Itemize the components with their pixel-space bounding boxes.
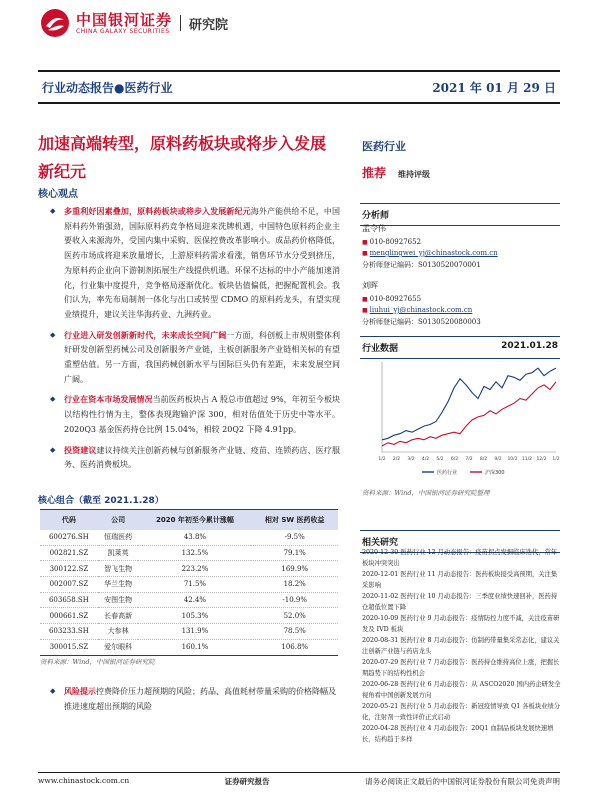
- market-chart: [360, 356, 560, 480]
- analyst-email-link[interactable]: liuhui_yj@chinastock.com.cn: [369, 306, 473, 314]
- table-cell: -10.9%: [251, 592, 338, 608]
- footer-disclaimer: 请务必阅读正文最后的中国银河证券股份有限公司免责声明: [364, 777, 560, 786]
- risk-lead: 风险提示: [64, 686, 96, 696]
- core-point-lead: 行业在资本市场发展情况: [64, 394, 153, 405]
- x-tick-label: 6/2: [450, 457, 459, 462]
- table-cell: 78.5%: [251, 624, 338, 640]
- table-cell: 300015.SZ: [40, 639, 98, 655]
- x-tick-label: 4/2: [421, 457, 430, 462]
- table-cell: 智飞生物: [98, 561, 139, 577]
- core-point-text: 海外产能供给不足，中国原料药外销强劲，国际原料药竞争格局迎来洗牌机遇，中国特色原料药企业主要收入来源海外，受国内集中采购、医保控费改革影响小。成品药价格降低，医药市场成将迎来放量增长，上游原料药需求看涨，销售环节水分受到挤压，为原料药企业向下游制剂拓展生产线提供机遇。环保不达标的中小产能加速消化，行业集中度提升，竞争格局逐渐优化。板块估值偏低，把握配置机会。我们认为，率先布局制剂一体化与出口或转型 CDMO 的原料药龙头，有望实现业绩提升，建议关注华海药业、九洲药业。: [64, 207, 341, 319]
- analyst-email-row: [362, 248, 562, 260]
- table-cell: 71.5%: [138, 577, 251, 593]
- footer-type: 证券研究报告: [224, 777, 270, 786]
- analyst-email-link[interactable]: menglingwei_yj@chinastock.com.cn: [369, 249, 498, 257]
- table-row: [40, 561, 338, 577]
- table-cell: 002821.SZ: [40, 545, 98, 561]
- report-title: 加速高端转型，原料药板块或将步入发展新纪元: [38, 134, 327, 181]
- portfolio-heading: 核心组合（截至 2021.1.28）: [38, 496, 164, 506]
- x-tick-label: 11/2: [521, 457, 533, 462]
- core-point: [38, 443, 340, 473]
- table-cell: 42.4%: [138, 592, 251, 608]
- analyst-name: 孟令伟: [362, 224, 386, 233]
- table-cell: 002007.SZ: [40, 577, 98, 593]
- column-header: 代码: [40, 510, 98, 530]
- related-item[interactable]: 2020-06-28 医药行业 6 月动态报告：从 ASCO2020 国内药企研发全视角看中国创新发展方向: [362, 681, 561, 699]
- market-date: 2021.01.28: [501, 341, 558, 351]
- sector-label: 医药行业: [362, 140, 406, 153]
- report-date: 2021 年 01 月 29 日: [432, 80, 556, 95]
- core-point-lead: 多重利好因素叠加，原料药板块或将步入发展新纪元: [64, 206, 251, 216]
- logo-divider: [180, 15, 181, 31]
- table-cell: 恒瑞医药: [98, 530, 139, 546]
- table-cell: 18.2%: [251, 577, 338, 593]
- table-cell: 凯莱英: [98, 545, 139, 561]
- x-tick-label: 8/2: [479, 457, 488, 462]
- table-cell: -9.5%: [251, 530, 338, 546]
- table-cell: 132.5%: [138, 545, 251, 561]
- series-line-1: [382, 382, 556, 446]
- related-item[interactable]: 2020-11-02 医药行业 10 月动态报告：三季度业绩快速回补，医药持仓超低位置下降: [362, 593, 558, 611]
- table-cell: 长春高新: [98, 608, 139, 624]
- table-cell: 105.3%: [138, 608, 251, 624]
- table-row: [40, 592, 338, 608]
- analyst-card: [362, 281, 562, 327]
- core-heading: 核心观点: [38, 189, 78, 200]
- related-item[interactable]: 2020-12-01 医药行业 11 月动态报告：医药板块接受高预期，关注集采影响: [362, 571, 558, 589]
- table-cell: 603658.SH: [40, 592, 98, 608]
- report-bar: [38, 70, 560, 104]
- portfolio-source: 资料来源：Wind，中国银河证券研究院: [40, 658, 155, 666]
- rating-value: 推荐: [362, 166, 387, 180]
- analyst-phone: 010-80927655: [369, 294, 422, 303]
- related-item[interactable]: 2020-07-29 医药行业 7 月动态报告：医药持仓维持高位上涨，把握长期趋势下的结构性机会: [362, 659, 560, 677]
- report-type: 行业动态报告●医药行业: [42, 80, 173, 95]
- analyst-phone-row: [362, 237, 562, 249]
- table-cell: 大参林: [98, 624, 139, 640]
- analyst-phone: 010-80927652: [369, 237, 422, 246]
- table-cell: 华兰生物: [98, 577, 139, 593]
- table-cell: 300122.SZ: [40, 561, 98, 577]
- table-row: [40, 530, 338, 546]
- table-cell: 160.1%: [138, 639, 251, 655]
- core-point-lead: 行业进入研发创新新时代，未来成长空间广阔: [64, 329, 227, 340]
- analyst-name: 刘晖: [362, 281, 378, 290]
- related-item[interactable]: 2020-05-21 医药行业 5 月动态报告：新冠疫情导致 Q1 各板块业绩分化，注射剂一致性评价正式启动: [362, 703, 561, 721]
- mail-icon: ■: [362, 250, 368, 257]
- table-cell: 131.9%: [138, 624, 251, 640]
- legend-label: 医药行业: [437, 470, 458, 476]
- core-point-text: 一方面，科创板上市规则整体利好研发创新型药械公司及创新服务产业链，主板创新服务产业链相关标的有望重塑估值。另一方面，我国药械创新水平与国际巨头仍有差距，未来发展空间广阔。: [64, 330, 340, 384]
- related-list: [362, 548, 562, 746]
- column-header: 2020 年初至今累计涨幅: [138, 510, 251, 530]
- core-point: [38, 392, 340, 437]
- risk-note: [38, 684, 340, 714]
- market-title: 行业数据: [362, 344, 399, 354]
- x-tick-label: 2/2: [392, 457, 401, 462]
- x-tick-label: 7/2: [465, 457, 473, 462]
- table-header-row: [40, 510, 338, 530]
- series-line-0: [382, 368, 556, 440]
- table-cell: 43.8%: [138, 530, 251, 546]
- related-item[interactable]: 2020-08-31 医药行业 8 月动态报告：仿制药带量集采常态化，建议关注创新产业链与药店龙头: [362, 637, 560, 655]
- table-row: [40, 577, 338, 593]
- table-cell: 600276.SH: [40, 530, 98, 546]
- portfolio-table: [40, 509, 338, 656]
- analyst-card: [362, 224, 562, 270]
- legend-label: 沪深300: [485, 470, 505, 476]
- table-cell: 79.1%: [251, 545, 338, 561]
- table-row: [40, 639, 338, 655]
- x-tick-label: 9/2: [494, 457, 502, 462]
- mail-icon: ■: [362, 307, 368, 314]
- core-point: [38, 204, 340, 323]
- phone-icon: ■: [362, 295, 368, 303]
- table-cell: 603233.SH: [40, 624, 98, 640]
- core-point-lead: 投资建议: [64, 444, 97, 455]
- core-point: [38, 328, 340, 388]
- table-cell: 52.0%: [251, 608, 338, 624]
- x-tick-label: 10/2: [507, 457, 518, 462]
- column-header: 公司: [98, 510, 139, 530]
- related-item[interactable]: 2020-04-28 医药行业 4 月动态报告：20Q1 血制品板块发展快速增长，结构趋于多样: [362, 725, 554, 743]
- column-header: 相对 SW 医药收益: [251, 510, 338, 530]
- table-row: [40, 608, 338, 624]
- table-cell: 安图生物: [98, 592, 139, 608]
- table-cell: 223.2%: [138, 561, 251, 577]
- rating-note: 维持评级: [398, 169, 431, 179]
- analyst-email-row: [362, 305, 562, 317]
- related-item[interactable]: 2020-12-30 医药行业 12 月动态报告：疫苗拐点发掘临床迭代，常年板块冲突突出: [362, 549, 558, 567]
- x-tick-label: 1/2: [552, 457, 560, 462]
- logo-chinese: 中国银河证券: [76, 10, 173, 29]
- rating-block: [362, 164, 430, 181]
- x-tick-label: 1/2: [378, 457, 386, 462]
- table-cell: 爱尔眼科: [98, 639, 139, 655]
- galaxy-logo-icon: [40, 8, 70, 38]
- footer-site-link[interactable]: www.chinastock.com.cn: [38, 776, 130, 785]
- logo-english: CHINA GALAXY SECURITIES: [76, 27, 170, 35]
- table-row: [40, 545, 338, 561]
- x-tick-label: 5/2: [436, 457, 444, 462]
- chart-source: 资料来源：Wind，中国银河证券研究院整理: [362, 489, 490, 497]
- page-footer: [38, 772, 560, 787]
- header-logo: [40, 6, 560, 40]
- phone-icon: ■: [362, 238, 368, 246]
- table-cell: 169.9%: [251, 561, 338, 577]
- core-point-text: 当前医药板块占 A 股总市值超过 9%，年初至今板块以结构性行情为主，整体表现跑输沪深 300，相对估值处于历史中等水平。2020Q3 基金医药持仓比例 15.04%，相较 20Q2 下降 4.91pp。: [64, 395, 340, 434]
- risk-text: 控费降价压力超预期的风险；药品、高值耗材带量采购的价格降幅及推进速度超出预期的风险: [64, 687, 336, 711]
- analyst-license: 分析师登记编码：S0130520070001: [362, 260, 481, 269]
- related-item[interactable]: 2020-10-09 医药行业 9 月动态报告：疫情防控力度不减，关注疫苗研发及 IVD 板块: [362, 615, 560, 633]
- core-point-text: 建议持续关注创新药械与创新服务产业链、疫苗、连锁药店、医疗服务、医药消费板块。: [64, 445, 340, 470]
- table-cell: 000661.SZ: [40, 608, 98, 624]
- core-points: [38, 204, 340, 478]
- analysts-heading: 分析师: [360, 203, 560, 226]
- related-heading: 相关研究: [360, 530, 560, 553]
- table-row: [40, 624, 338, 640]
- x-tick-label: 12/2: [536, 457, 547, 462]
- table-cell: 106.8%: [251, 639, 338, 655]
- institute-name: 研究院: [189, 17, 229, 33]
- x-tick-label: 3/2: [407, 457, 415, 462]
- analyst-license: 分析师登记编码：S0130520080003: [362, 317, 481, 326]
- analyst-phone-row: [362, 294, 562, 306]
